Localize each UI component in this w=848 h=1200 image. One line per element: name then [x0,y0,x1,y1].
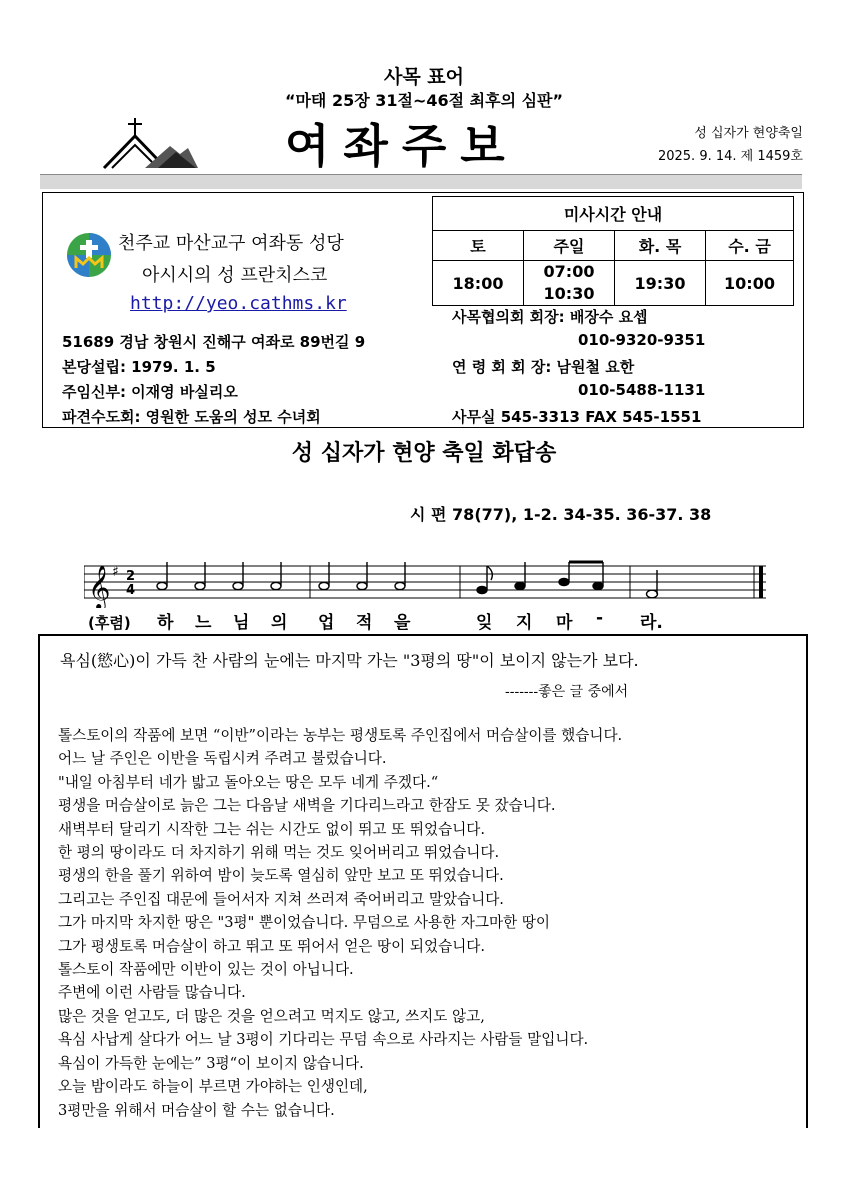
mass-schedule-table [432,196,794,306]
svg-text:♯: ♯ [112,564,119,580]
motto-title: 사목 표어 [383,66,465,88]
mass-table-header: 미사시간 안내 [433,197,794,231]
story-line: "내일 아침부터 네가 밟고 돌아오는 땅은 모두 네게 주겠다.“ [58,773,439,791]
paper-title: 여좌주보 [285,119,519,173]
music-staff [84,560,766,608]
mass-time: 19:30 [615,261,706,306]
story-line: 어느 날 주인은 이반을 독립시켜 주려고 불렀습니다. [58,750,387,768]
story-line: 평생을 머슴살이로 늙은 그는 다음날 새벽을 기다리느라고 한잠도 못 잤습니다. [58,797,556,815]
lyric-syllable: 업 [318,613,335,633]
story-line: 평생의 한을 풀기 위하여 밤이 늦도록 열심히 앞만 보고 또 뛰었습니다. [58,867,504,885]
quote-source: -------좋은 글 중에서 [505,684,629,700]
story-line: 그리고는 주인집 대문에 들어서자 지쳐 쓰러져 죽어버리고 말았습니다. [58,890,504,908]
story-line: 톨스토이 작품에만 이반이 있는 것이 아닙니다. [58,961,354,979]
council-president: 사목협의회 회장: 배장수 요셉 [452,308,648,326]
sisters-order: 파견수도회: 영원한 도움의 성모 수녀회 [62,408,321,426]
feast-name: 성 십자가 현양축일 [694,126,803,141]
lyric-syllable: 느 [195,613,212,633]
lyric-syllable: 의 [271,613,288,633]
mass-time: 18:00 [433,261,524,306]
story-line: 욕심 사납게 살다가 어느 날 3평이 기다리는 무덤 속으로 사라지는 사람들 말입니다. [58,1031,589,1049]
office-contact: 사무실 545-3313 FAX 545-1551 [452,408,702,426]
mass-day: 토 [433,231,524,261]
mass-time: 07:00 10:30 [524,261,615,306]
treble-clef-icon: 𝄞 [88,565,111,608]
response-label: (후렴) [88,614,131,632]
lyric-syllable: 을 [394,613,411,633]
story-line: 욕심이 가득한 눈에는” 3평“이 보이지 않습니다. [58,1054,364,1072]
story-line: 많은 것을 얻고도, 더 많은 것을 얻으려고 먹지도 않고, 쓰지도 않고, [58,1007,485,1025]
svg-text:4: 4 [126,583,136,598]
church-name: 천주교 마산교구 여좌동 성당 [118,233,344,254]
church-website-link[interactable]: http://yeo.cathms.kr [130,293,347,314]
header-divider [40,174,802,189]
story-line: 그가 마지막 차지한 땅은 "3평" 뿐이었습니다. 무덤으로 사용한 자그마한 땅이 [58,914,551,932]
mass-day: 수. 금 [706,231,794,261]
story-line: 새벽부터 달리기 시작한 그는 쉬는 시간도 없이 뛰고 또 뛰었습니다. [58,820,486,838]
lyric-syllable: 라. [640,613,663,633]
lyric-syllable: 마 [556,613,573,633]
psalm-title: 성 십자가 현양 축일 화답송 [291,441,557,466]
story-line: 3평만을 위해서 머슴살이 할 수는 없습니다. [58,1101,335,1119]
lyric-syllable: 지 [516,613,533,633]
svg-text:2: 2 [126,569,136,584]
lyric-syllable: 잊 [476,613,493,633]
story-line: 오늘 밤이라도 하늘이 부르면 가야하는 인생인데, [58,1078,368,1096]
founded-date: 본당설립: 1979. 1. 5 [62,358,216,376]
mass-day: 화. 목 [615,231,706,261]
lyric-syllable: 적 [356,613,373,633]
mass-day: 주일 [524,231,615,261]
elders-phone: 010-5488-1131 [578,381,706,399]
issue-number: 2025. 9. 14. 제 1459호 [657,149,803,164]
church-patron: 아시시의 성 프란치스코 [142,265,328,286]
lyric-syllable: 하 [157,613,174,633]
story-line: 주변에 이런 사람들 많습니다. [58,984,246,1002]
reflection-story [58,724,798,1122]
church-logo-icon [66,232,112,278]
church-address: 51689 경남 창원시 진해구 여좌로 89번길 9 [62,333,366,351]
psalm-reference: 시 편 78(77), 1-2. 34-35. 36-37. 38 [410,505,712,524]
motto-subtitle: “마태 25장 31절~46절 최후의 심판” [284,91,564,110]
council-phone: 010-9320-9351 [578,331,706,349]
story-line: 톨스토이의 작품에 보면 “이반”이라는 농부는 평생토록 주인집에서 머슴살이를 했습니다. [58,727,623,744]
lyric-syllable: 님 [233,613,250,633]
lyric-syllable: - [596,608,604,628]
mass-time: 10:00 [706,261,794,306]
pastor-name: 주임신부: 이재영 바실리오 [62,383,238,401]
reflection-quote: 욕심(慾心)이 가득 찬 사람의 눈에는 마지막 가는 "3평의 땅"이 보이지 않는가 보다. [60,651,639,670]
elders-president: 연 령 회 회 장: 남원철 요한 [452,358,635,376]
church-mountain-icon [100,118,200,170]
story-line: 한 평의 땅이라도 더 차지하기 위해 먹는 것도 잊어버리고 뛰었습니다. [58,844,500,862]
story-line: 그가 평생토록 머슴살이 하고 뛰고 또 뛰어서 얻은 땅이 되었습니다. [58,937,486,955]
